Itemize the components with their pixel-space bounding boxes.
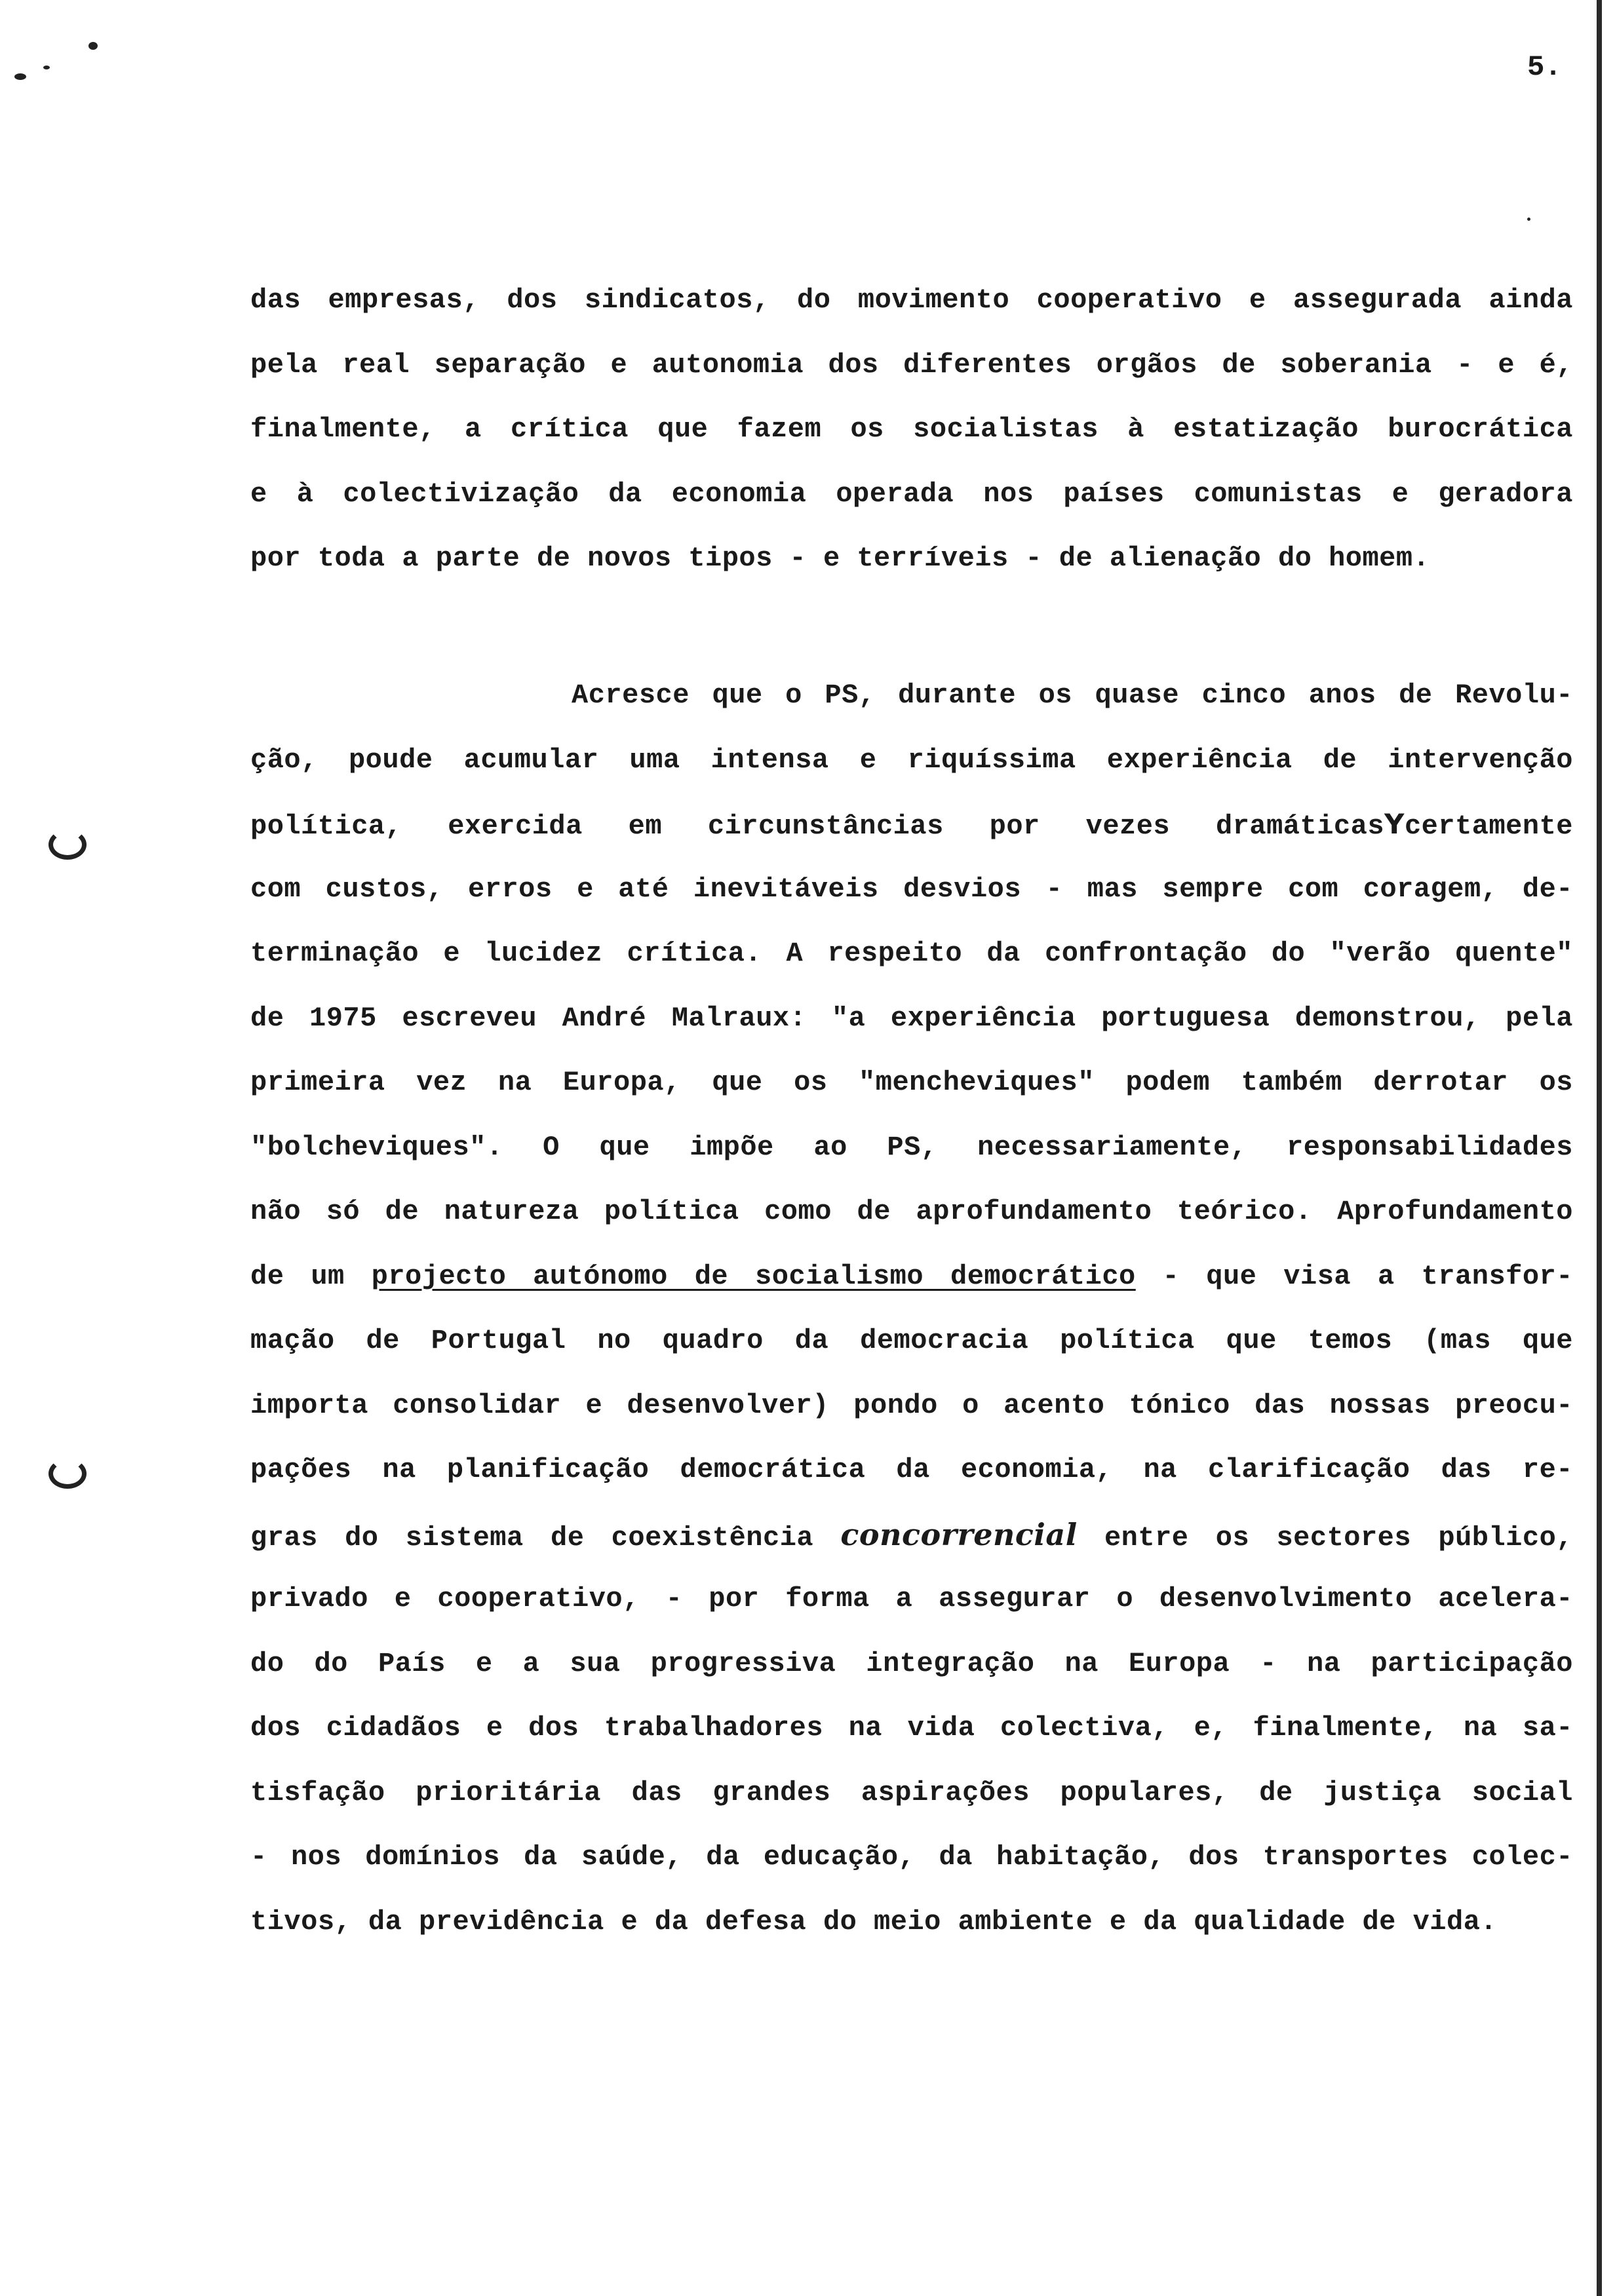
- text-line: de 1975 escreveu André Malraux: "a experiência portuguesa demonstrou, pela: [250, 1002, 1573, 1034]
- text-line: tivos, da previdência e da defesa do meio ambiente e da qualidade de vida.: [250, 1905, 1498, 1938]
- text-line: privado e cooperativo, - por forma a assegurar o desenvolvimento acelera-: [250, 1583, 1573, 1615]
- ink-speck: [43, 66, 50, 69]
- page-edge-shadow: [1597, 0, 1602, 2296]
- text-line: por toda a parte de novos tipos - e terríveis - de alienação do homem.: [250, 543, 1430, 574]
- punch-hole-top: [49, 830, 87, 860]
- handwritten-insertion-mark: Y: [1384, 808, 1405, 840]
- text-line: do do País e a sua progressiva integração na Europa - na participação: [250, 1647, 1573, 1679]
- text-line: tisfação prioritária das grandes aspirações populares, de justiça social: [250, 1776, 1573, 1808]
- text-line-content: - que visa a transfor-: [1135, 1260, 1573, 1292]
- text-line: [250, 1502, 1573, 1567]
- text-line: pações na planificação democrática da economia, na clarificação das re-: [250, 1454, 1573, 1485]
- ink-speck: [14, 73, 26, 80]
- text-line-content: certamente: [1404, 811, 1573, 842]
- text-line: com custos, erros e até inevitáveis desvios - mas sempre com coragem, de-: [250, 873, 1573, 905]
- text-line: mação de Portugal no quadro da democracia política que temos (mas que: [250, 1325, 1573, 1356]
- text-line: ção, poude acumular uma intensa e riquíssima experiência de intervenção: [250, 744, 1573, 776]
- text-line: - nos domínios da saúde, da educação, da habitação, dos transportes colec-: [250, 1841, 1573, 1873]
- paragraph-2: [250, 663, 1573, 1954]
- text-line: importa consolidar e desenvolver) pondo o acento tónico das nossas preocu-: [250, 1389, 1573, 1421]
- text-line: das empresas, dos sindicatos, do movimento cooperativo e assegurada ainda: [250, 284, 1573, 316]
- text-line: primeira vez na Europa, que os "mencheviques" podem também derrotar os: [250, 1067, 1573, 1098]
- handwritten-word: concorrencial: [840, 1516, 1078, 1552]
- text-line: terminação e lucidez crítica. A respeito da confrontação do "verão quente": [250, 938, 1573, 969]
- underlined-phrase: projecto autónomo de socialismo democrático: [371, 1260, 1136, 1292]
- paragraph-1: [250, 268, 1573, 591]
- text-line: [250, 1244, 1573, 1309]
- page-number: 5.: [1527, 51, 1562, 84]
- ink-speck: [88, 42, 98, 50]
- text-line: dos cidadãos e dos trabalhadores na vida colectiva, e, finalmente, na sa-: [250, 1712, 1573, 1744]
- text-line-content: Acresce que o PS, durante os quase cinco anos de Revolu-: [572, 679, 1573, 711]
- ink-speck: [1527, 218, 1530, 221]
- text-line-content: política, exercida em circunstâncias por vezes dramáticas: [250, 811, 1385, 842]
- text-line: não só de natureza política como de aprofundamento teórico. Aprofundamento: [250, 1196, 1573, 1227]
- text-line: e à colectivização da economia operada nos países comunistas e geradora: [250, 478, 1573, 510]
- text-line: "bolcheviques". O que impõe ao PS, necessariamente, responsabilidades: [250, 1131, 1573, 1163]
- punch-hole-bottom: [49, 1459, 87, 1489]
- text-line-content: entre os sectores público,: [1077, 1521, 1573, 1554]
- text-line-content: gras do sistema de coexistência: [250, 1521, 841, 1554]
- text-line: pela real separação e autonomia dos diferentes orgãos de soberania - e é,: [250, 349, 1573, 381]
- text-line: finalmente, a crítica que fazem os socialistas à estatização burocrática: [250, 413, 1573, 445]
- text-line: [250, 792, 1573, 857]
- text-line-content: de um: [250, 1260, 372, 1292]
- text-line: [250, 663, 1573, 728]
